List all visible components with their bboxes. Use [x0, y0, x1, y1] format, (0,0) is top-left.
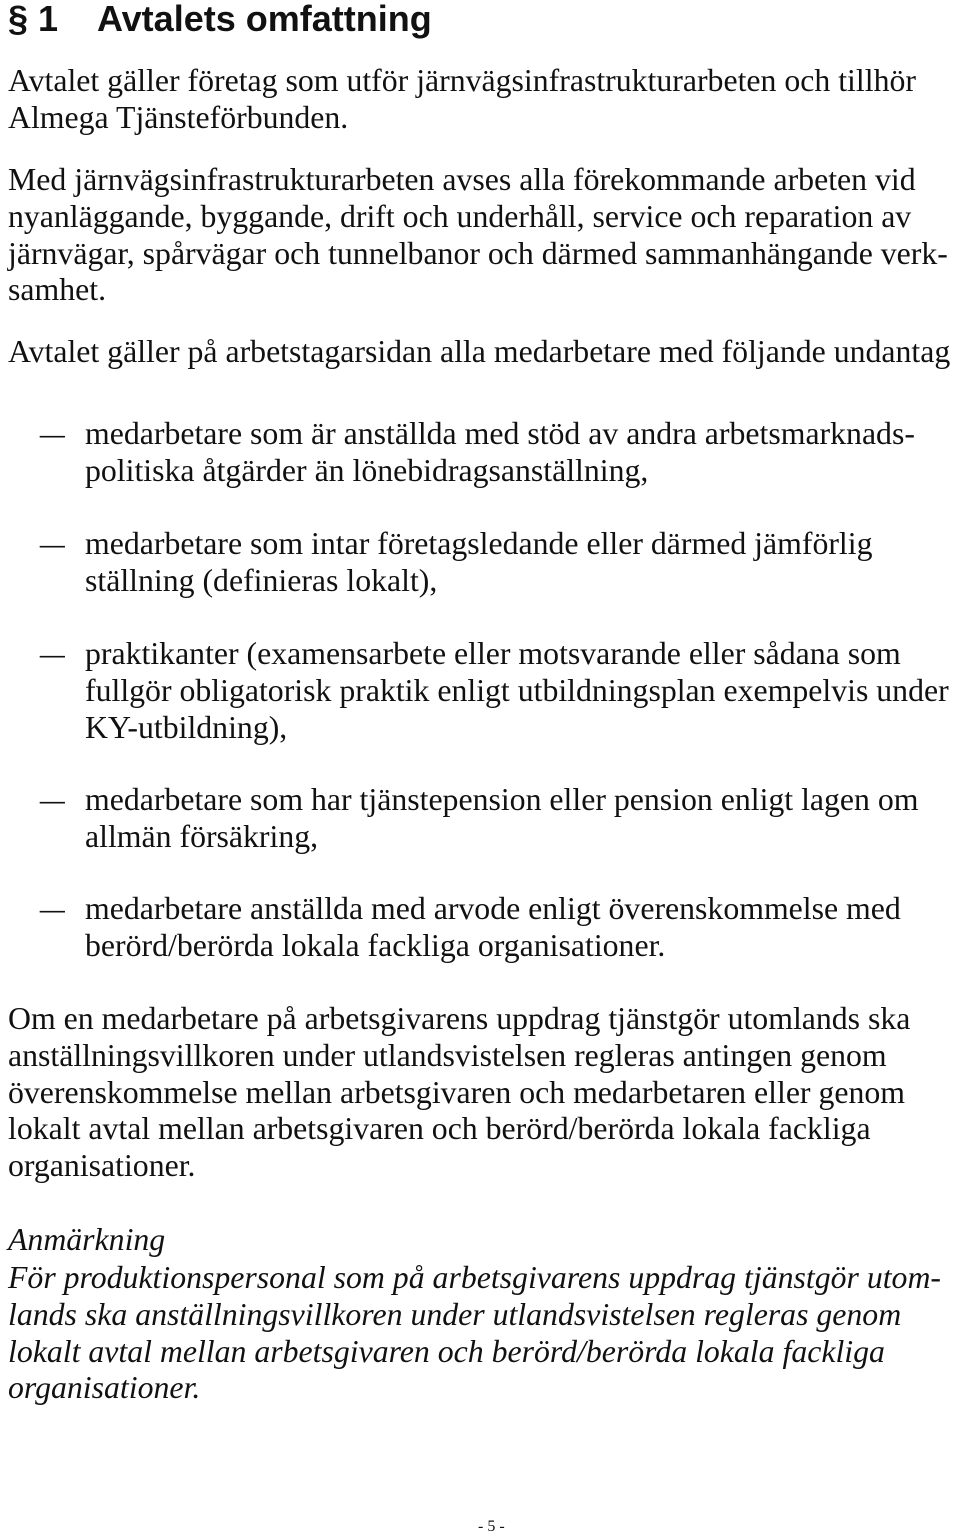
paragraph-line: järnvägar, spårvägar och tunnelbanor och därmed sammanhängande verk-	[8, 235, 948, 271]
note-line: För produktionspersonal som på arbetsgivarens uppdrag tjänstgör utom-	[8, 1260, 942, 1295]
list-item-line: medarbetare som har tjänstepension eller pension enligt lagen om	[85, 782, 919, 817]
list-item-text	[85, 416, 915, 490]
abroad-paragraph	[8, 1001, 910, 1185]
list-item-line: politiska åtgärder än lönebidragsanställning,	[85, 452, 649, 488]
list-item-line: praktikanter (examensarbete eller motsvarande eller sådana som	[85, 636, 901, 671]
definition-paragraph	[8, 162, 948, 309]
note-line: organisationer.	[8, 1370, 201, 1406]
list-item-text	[85, 636, 949, 746]
list-item-line: berörd/berörda lokala fackliga organisationer.	[85, 927, 666, 963]
list-dash: –	[40, 526, 65, 561]
list-item-line: ställning (definieras lokalt),	[85, 562, 438, 598]
paragraph-line: Med järnvägsinfrastrukturarbeten avses alla förekommande arbeten vid	[8, 162, 916, 197]
list-item-text	[85, 782, 919, 856]
paragraph-line: Avtalet gäller på arbetstagarsidan alla medarbetare med följande undantag	[8, 334, 951, 369]
list-item-text	[85, 526, 873, 600]
paragraph-line: lokalt avtal mellan arbetsgivaren och berörd/berörda lokala fackliga	[8, 1111, 871, 1147]
exceptions-intro-paragraph	[8, 334, 950, 371]
paragraph-line: samhet.	[8, 272, 107, 308]
list-item-line: allmän försäkring,	[85, 818, 319, 854]
list-item-line: KY-utbildning),	[85, 709, 288, 745]
list-dash: –	[40, 782, 65, 817]
list-dash: –	[40, 416, 65, 451]
paragraph-line: Almega Tjänsteförbunden.	[8, 99, 349, 135]
section-title: Avtalets omfattning	[97, 0, 432, 39]
intro-paragraph	[8, 63, 916, 137]
list-dash: –	[40, 891, 65, 926]
paragraph-line: nyanläggande, byggande, drift och underhåll, service och reparation av	[8, 198, 912, 234]
section-number: 1	[38, 0, 59, 39]
note-line: lands ska anställningsvillkoren under utlandsvistelsen regleras genom	[8, 1296, 902, 1332]
note-line: lokalt avtal mellan arbetsgivaren och berörd/berörda lokala fackliga	[8, 1333, 885, 1369]
paragraph-line: anställningsvillkoren under utlandsvistelsen regleras antingen genom	[8, 1037, 887, 1073]
page-number: - 5 -	[478, 1518, 505, 1535]
section-symbol: §	[8, 0, 29, 39]
list-item-line: fullgör obligatorisk praktik enligt utbildningsplan exempelvis under	[85, 672, 949, 708]
note-paragraph	[8, 1260, 941, 1407]
paragraph-line: Avtalet gäller företag som utför järnvägsinfrastrukturarbeten och tillhör	[8, 63, 916, 98]
note-label-text: Anmärkning	[8, 1222, 166, 1257]
note-label	[8, 1222, 165, 1259]
paragraph-line: Om en medarbetare på arbetsgivarens uppdrag tjänstgör utomlands ska	[8, 1001, 911, 1036]
list-item-line: medarbetare som är anställda med stöd av andra arbetsmarknads-	[85, 416, 915, 451]
paragraph-line: organisationer.	[8, 1148, 196, 1184]
list-item-line: medarbetare anställda med arvode enligt överenskommelse med	[85, 891, 901, 926]
paragraph-line: överenskommelse mellan arbetsgivaren och medarbetaren eller genom	[8, 1074, 906, 1110]
list-item-line: medarbetare som intar företagsledande eller därmed jämförlig	[85, 526, 873, 561]
section-heading	[0, 0, 960, 39]
list-dash: –	[40, 636, 65, 671]
list-item-text	[85, 891, 901, 965]
